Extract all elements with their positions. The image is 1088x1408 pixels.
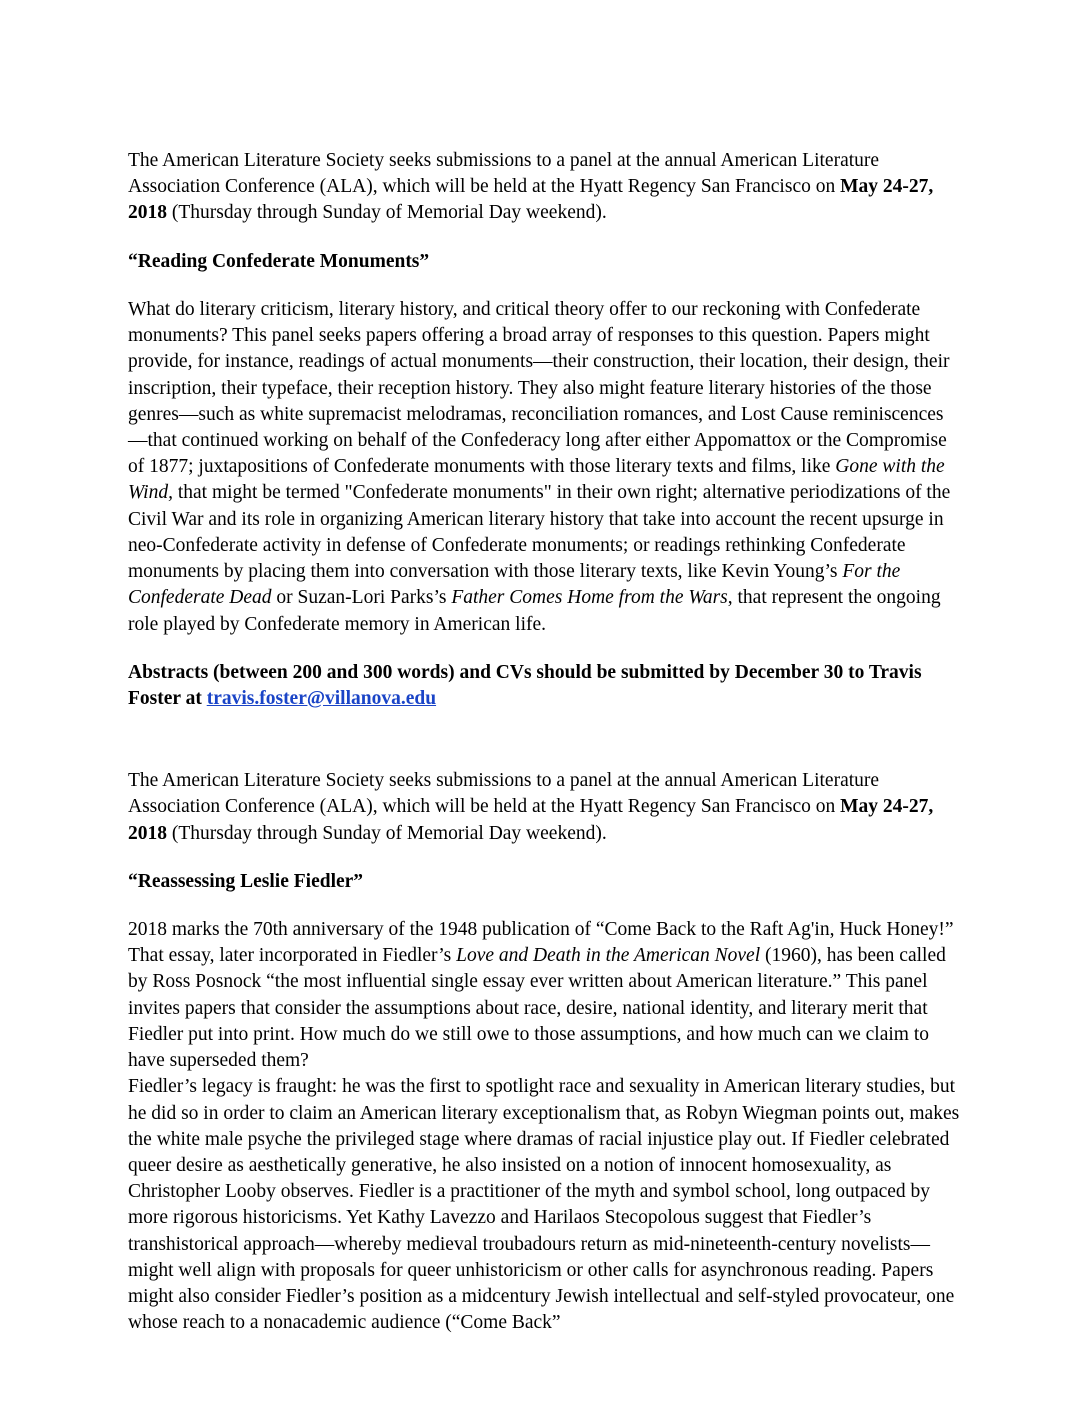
body-paragraph [128, 660, 960, 712]
italic-title: Love and Death in the American Novel [456, 945, 761, 967]
italic-title: Father Comes Home from the Wars [451, 587, 728, 609]
text-run: Fiedler’s legacy is fraught: he was the first to spotlight race and sexuality in American literary studies, but he did so in order to claim an American literary exceptionalism that, as Robyn Wiegman points out, makes the white male psyche the privileged stage where dramas of racial injustice play out. If Fiedler celebrated queer desire as aesthetically generative, he also insisted on a notion of innocent homosexuality, as Christopher Looby observes. Fiedler is a practitioner of the myth and symbol school, long outpaced by more rigorous historicisms. Yet Kathy Lavezzo and Harilaos Stecopolous suggest that Fiedler’s transhistorical approach—whereby medieval troubadours return as mid-nineteenth-century novelists—might well align with proposals for queer unhistoricism or other calls for asynchronous reading. Papers might also consider Fiedler’s position as a midcentury Jewish intellectual and self-styled provocateur, one whose reach to a nonacademic audience (“Come Back” [128, 1076, 960, 1334]
bold-text: Abstracts (between 200 and 300 words) and CVs should be submitted by December 30 to Travis Foster at [128, 661, 922, 709]
text-run: (1960), has been called by Ross Posnock “the most influential single essay ever written about American literature.” This panel invites papers that consider the assumptions about race, desire, national identity, and literary merit that Fiedler put into print. How much do we still owe to those assumptions, and how much can we claim to have superseded them? [128, 945, 946, 1072]
bold-text: “Reassessing Leslie Fiedler” [128, 870, 364, 892]
text-run: The American Literature Society seeks submissions to a panel at the annual American Literature Association Conference (ALA), which will be held at the Hyatt Regency San Francisco on [128, 770, 880, 818]
document-body [128, 148, 960, 1337]
text-run: , that represent the ongoing role played by Confederate memory in American life. [128, 587, 941, 635]
text-run: (Thursday through Sunday of Memorial Day weekend). [167, 822, 607, 844]
bold-text: May 24-27, 2018 [128, 176, 934, 224]
text-run: (Thursday through Sunday of Memorial Day weekend). [167, 202, 607, 224]
text-run: What do literary criticism, literary history, and critical theory offer to our reckoning with Confederate monuments? This panel seeks papers offering a broad array of responses to this question. Papers might provide, for instance, readings of actual monuments—their construction, their location, their design, their inscription, their typeface, their reception history. They also might feature literary histories of the those genres—such as white supremacist melodramas, reconciliation romances, and Lost Cause reminiscences—that continued working on behalf of the Confederacy long after either Appomattox or the Compromise of 1877; juxtapositions of Confederate monuments with those literary texts and films, like [128, 298, 950, 478]
paragraph-spacer [128, 734, 960, 768]
text-run: 2018 marks the 70th anniversary of the 1948 publication of “Come Back to the Raft Ag'in, Huck Honey!” That essay, later incorporated in Fiedler’s [128, 919, 954, 967]
section-heading [128, 249, 960, 275]
text-run: that might be termed "Confederate monuments" in their own right; alternative periodizations of the Civil War and its role in organizing American literary history that take into account the recent upsurge in neo-Confederate activity in defense of Confederate monuments; or readings rethinking Confederate monuments by placing them into conversation with those literary texts, like Kevin Young’s [128, 482, 951, 583]
body-paragraph [128, 148, 960, 227]
text-run: The American Literature Society seeks submissions to a panel at the annual American Literature Association Conference (ALA), which will be held at the Hyatt Regency San Francisco on [128, 150, 880, 198]
body-paragraph [128, 1074, 960, 1336]
body-paragraph [128, 917, 960, 1074]
italic-title: Gone with the Wind, [128, 456, 945, 504]
email-link[interactable]: travis.foster@villanova.edu [206, 687, 437, 709]
text-run: or Suzan-Lori Parks’s [271, 587, 452, 609]
section-heading [128, 869, 960, 895]
italic-title: For the Confederate Dead [128, 561, 901, 609]
body-paragraph [128, 297, 960, 638]
bold-text: “Reading Confederate Monuments” [128, 250, 430, 272]
bold-text: May 24-27, 2018 [128, 796, 934, 844]
body-paragraph [128, 768, 960, 847]
